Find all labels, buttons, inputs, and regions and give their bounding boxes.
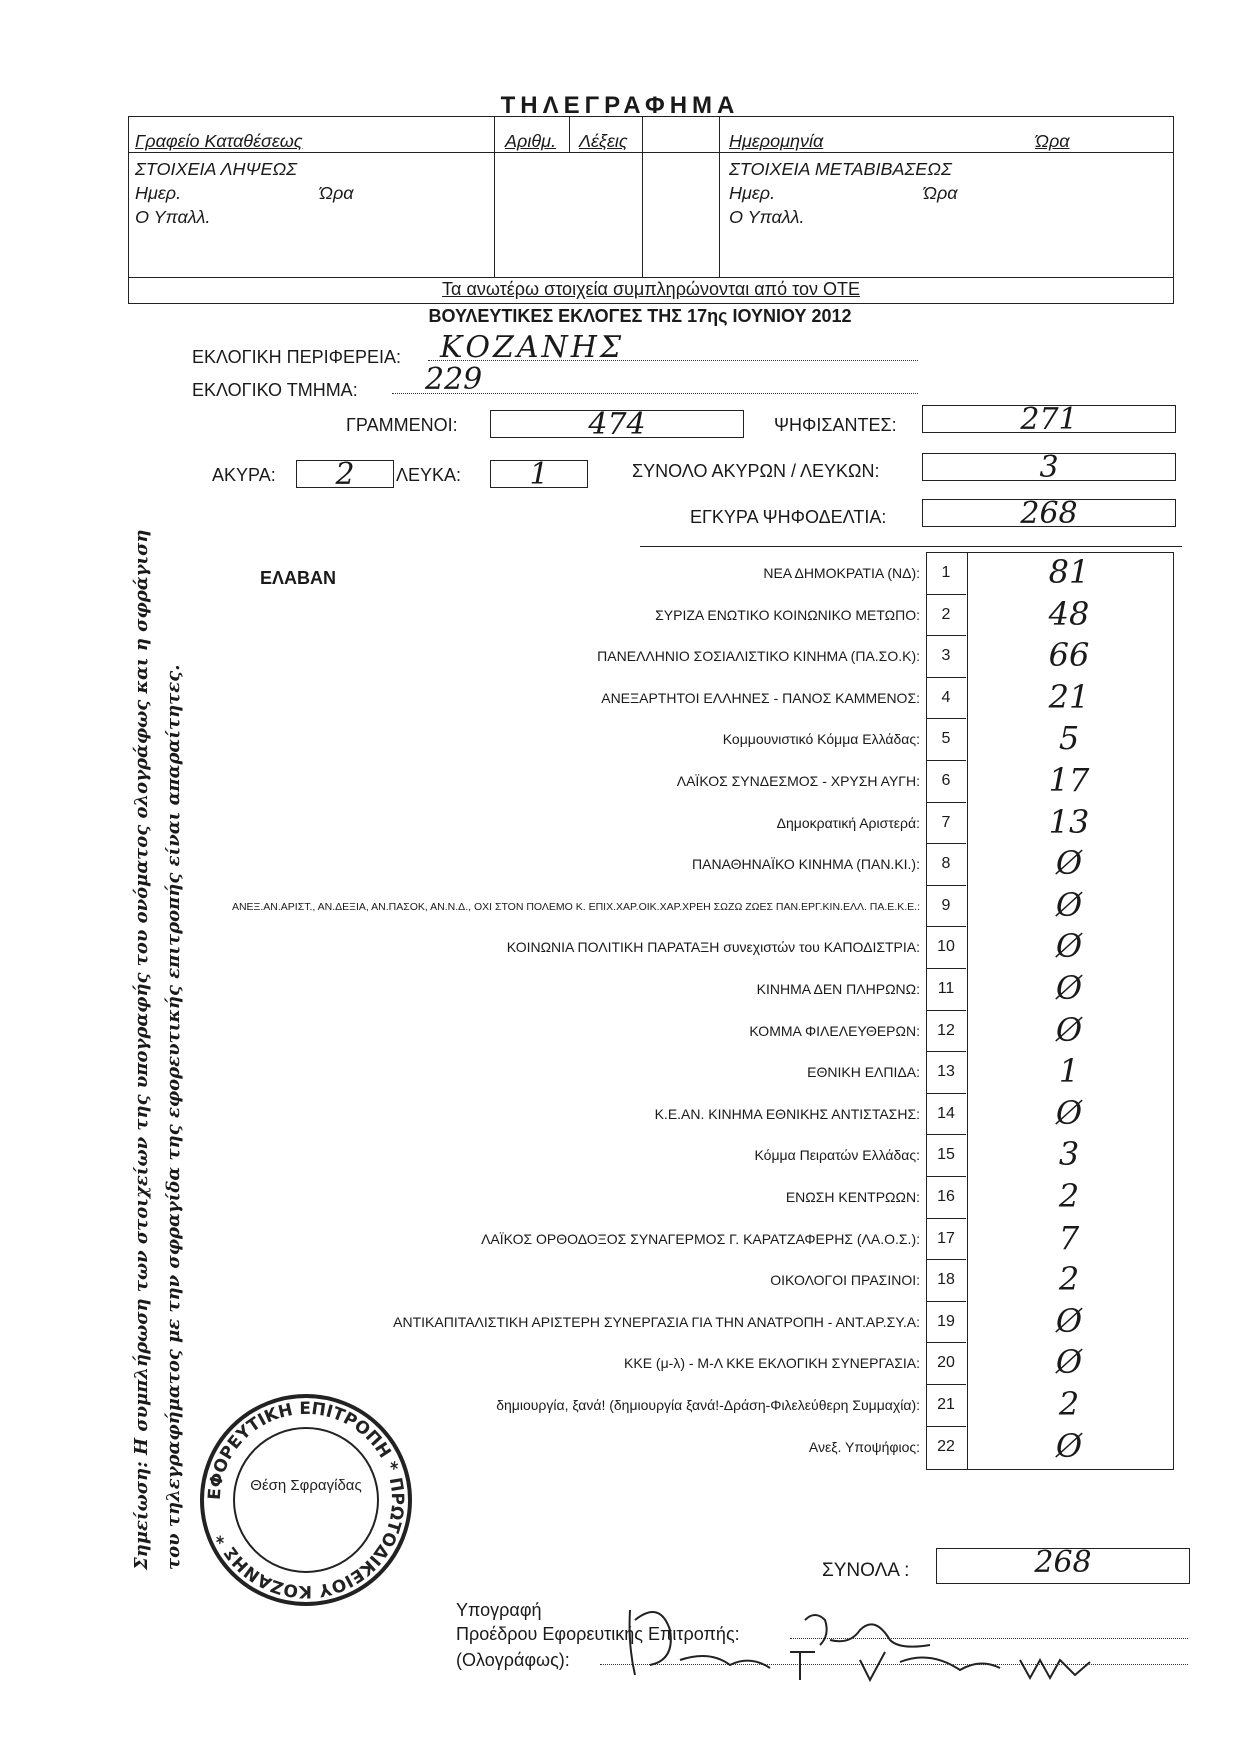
row-divider bbox=[926, 885, 966, 886]
valid-label: ΕΓΚΥΡΑ ΨΗΦΟΔΕΛΤΙΑ: bbox=[690, 507, 887, 527]
results-separator bbox=[640, 546, 1182, 547]
party-number: 17 bbox=[937, 1229, 955, 1247]
party-votes: 5 bbox=[1058, 719, 1080, 758]
party-number: 12 bbox=[937, 1021, 955, 1039]
invalid-blank-total-value: 3 bbox=[1039, 450, 1059, 485]
party-name: ΚΟΜΜΑ ΦΙΛΕΛΕΥΘΕΡΩΝ: bbox=[749, 1022, 920, 1039]
transmission-time-label: Ώρα bbox=[923, 183, 958, 203]
party-name: ΕΝΩΣΗ ΚΕΝΤΡΩΩΝ: bbox=[785, 1189, 920, 1205]
side-note bbox=[126, 529, 190, 1570]
valid-value: 268 bbox=[1020, 496, 1078, 531]
party-name: ΚΚΕ (μ-λ) - Μ-Λ ΚΚΕ ΕΚΛΟΓΙΚΗ ΣΥΝΕΡΓΑΣΙΑ: bbox=[624, 1355, 920, 1372]
row-divider bbox=[926, 760, 966, 761]
party-votes: Ø bbox=[1055, 1343, 1083, 1382]
number-label: Αριθμ. bbox=[505, 131, 556, 151]
party-votes: Ø bbox=[1055, 1426, 1083, 1465]
party-name: Κόμμα Πειρατών Ελλάδας: bbox=[754, 1147, 920, 1164]
results-heading: ΕΛΑΒΑΝ bbox=[260, 568, 337, 588]
party-name: ΠΑΝΑΘΗΝΑΪΚΟ ΚΙΝΗΜΑ (ΠΑΝ.ΚΙ.): bbox=[692, 856, 920, 873]
divider bbox=[569, 117, 570, 152]
registered-value: 474 bbox=[588, 407, 646, 442]
row-divider bbox=[926, 1051, 966, 1052]
election-title: ΒΟΥΛΕΥΤΙΚΕΣ ΕΚΛΟΓΕΣ ΤΗΣ 17ης ΙΟΥΝΙΟΥ 2012 bbox=[428, 306, 852, 326]
party-votes: 2 bbox=[1058, 1260, 1080, 1299]
document-title: ΤΗΛΕΓΡΑΦΗΜΑ bbox=[500, 92, 740, 119]
party-name: ΛΑΪΚΟΣ ΣΥΝΔΕΣΜΟΣ - ΧΡΥΣΗ ΑΥΓΗ: bbox=[676, 773, 920, 789]
signature-line3: (Ολογράφως): bbox=[456, 1650, 570, 1670]
party-votes: Ø bbox=[1055, 885, 1083, 924]
party-name: Ανεξ. Υποψήφιος: bbox=[808, 1438, 920, 1455]
receipt-title: ΣΤΟΙΧΕΙΑ ΛΗΨΕΩΣ bbox=[135, 159, 297, 179]
telegram-header-box bbox=[128, 116, 1174, 304]
totals-value: 268 bbox=[1034, 1545, 1092, 1580]
receipt-day-label: Ημερ. bbox=[135, 183, 182, 203]
invalid-blank-total-label: ΣΥΝΟΛΟ ΑΚΥΡΩΝ / ΛΕΥΚΩΝ: bbox=[632, 461, 880, 481]
row-divider bbox=[926, 718, 966, 719]
row-divider bbox=[926, 1426, 966, 1427]
party-name: ΚΙΝΗΜΑ ΔΕΝ ΠΛΗΡΩΝΩ: bbox=[756, 981, 920, 997]
party-votes: Ø bbox=[1055, 1093, 1083, 1132]
party-name: ΝΕΑ ΔΗΜΟΚΡΑΤΙΑ (ΝΔ): bbox=[763, 565, 920, 581]
party-votes: 48 bbox=[1048, 594, 1090, 633]
party-votes: 17 bbox=[1048, 761, 1090, 799]
transmission-title: ΣΤΟΙΧΕΙΑ ΜΕΤΑΒΙΒΑΣΕΩΣ bbox=[729, 159, 952, 179]
side-note-line1: Σημείωση: Η συμπλήρωση των στοιχείων της υπογραφής του ονόματος ολογράφως και η σφράγιση bbox=[131, 529, 152, 1570]
party-number: 18 bbox=[937, 1271, 955, 1289]
section-value: 229 bbox=[425, 362, 483, 397]
stamp-inner-ring bbox=[234, 1428, 378, 1572]
party-name: ΑΝΕΞΑΡΤΗΤΟΙ ΕΛΛΗΝΕΣ - ΠΑΝΟΣ ΚΑΜΜΕΝΟΣ: bbox=[601, 689, 920, 706]
party-number: 20 bbox=[937, 1354, 955, 1372]
row-divider bbox=[926, 594, 966, 595]
party-number: 22 bbox=[937, 1437, 955, 1455]
stamp-ring-text: ΕΦΟΡΕΥΤΙΚΗ ΕΠΙΤΡΟΠΗ * ΠΡΩΤΟΔΙΚΕΙΟΥ ΚΟΖΑΝΗΣ * bbox=[204, 1398, 408, 1602]
party-votes: 2 bbox=[1058, 1385, 1080, 1423]
words-label: Λέξεις bbox=[579, 131, 628, 151]
party-number: 10 bbox=[937, 938, 955, 956]
party-number: 19 bbox=[937, 1312, 955, 1330]
totals-field bbox=[936, 1545, 1190, 1584]
row-divider bbox=[926, 968, 966, 969]
blank-label: ΛΕΥΚΑ: bbox=[396, 465, 462, 485]
invalid-field bbox=[296, 457, 394, 492]
party-number: 13 bbox=[937, 1063, 955, 1081]
party-name: δημιουργία, ξανά! (δημιουργία ξανά!-Δράση-Φιλελεύθερη Συμμαχία): bbox=[496, 1397, 920, 1413]
party-name: Δημοκρατική Αριστερά: bbox=[776, 814, 920, 831]
party-votes: Ø bbox=[1055, 927, 1083, 966]
party-name: ΟΙΚΟΛΟΓΟΙ ΠΡΑΣΙΝΟΙ: bbox=[770, 1272, 920, 1289]
office-label: Γραφείο Καταθέσεως bbox=[135, 131, 303, 151]
row-divider bbox=[926, 1342, 966, 1343]
row-divider bbox=[926, 1134, 966, 1135]
party-name: Κομμουνιστικό Κόμμα Ελλάδας: bbox=[722, 731, 920, 748]
blank-value: 1 bbox=[529, 457, 549, 492]
receipt-employee-label: Ο Υπαλλ. bbox=[135, 207, 211, 227]
row-divider bbox=[926, 677, 966, 678]
signature-line1: Υπογραφή bbox=[456, 1600, 542, 1620]
receipt-time-label: Ώρα bbox=[319, 183, 354, 203]
row-divider bbox=[926, 635, 966, 636]
party-votes: Ø bbox=[1055, 1301, 1083, 1340]
registered-field bbox=[490, 407, 744, 442]
row-divider bbox=[926, 1384, 966, 1385]
party-name: ΣΥΡΙΖΑ ΕΝΩΤΙΚΟ ΚΟΙΝΩΝΙΚΟ ΜΕΤΩΠΟ: bbox=[655, 606, 920, 623]
party-number: 2 bbox=[941, 605, 951, 623]
party-number: 11 bbox=[937, 980, 955, 997]
row-divider bbox=[926, 1093, 966, 1094]
party-number: 4 bbox=[941, 688, 951, 706]
date-label: Ημερομηνία bbox=[729, 131, 824, 151]
row-divider bbox=[926, 1259, 966, 1260]
valid-field bbox=[922, 496, 1176, 531]
section-label: ΕΚΛΟΓΙΚΟ ΤΜΗΜΑ: bbox=[192, 380, 358, 400]
divider bbox=[494, 117, 495, 277]
ote-note: Τα ανωτέρω στοιχεία συμπληρώνονται από τον ΟΤΕ bbox=[442, 279, 860, 299]
party-number: 14 bbox=[937, 1104, 955, 1122]
party-votes: Ø bbox=[1055, 969, 1083, 1007]
voted-field bbox=[922, 402, 1176, 437]
party-votes: 66 bbox=[1048, 636, 1090, 675]
invalid-value: 2 bbox=[335, 457, 355, 492]
party-number: 8 bbox=[941, 855, 951, 873]
voted-label: ΨΗΦΙΣΑΝΤΕΣ: bbox=[774, 415, 897, 435]
party-votes: 3 bbox=[1058, 1135, 1080, 1174]
party-number: 7 bbox=[941, 813, 951, 831]
divider bbox=[642, 117, 643, 277]
party-number: 21 bbox=[937, 1396, 955, 1413]
party-name: ΚΟΙΝΩΝΙΑ ΠΟΛΙΤΙΚΗ ΠΑΡΑΤΑΞΗ συνεχιστών του ΚΑΠΟΔΙΣΤΡΙΑ: bbox=[506, 939, 920, 956]
party-name: ΠΑΝΕΛΛΗΝΙΟ ΣΟΣΙΑΛΙΣΤΙΚΟ ΚΙΝΗΜΑ (ΠΑ.ΣΟ.Κ): bbox=[597, 648, 920, 665]
party-number: 15 bbox=[937, 1146, 955, 1164]
party-number: 6 bbox=[941, 772, 951, 789]
row-divider bbox=[926, 1218, 966, 1219]
signature-line2: Προέδρου Εφορευτικής Επιτροπής: bbox=[456, 1624, 740, 1644]
party-votes: 1 bbox=[1058, 1052, 1080, 1091]
transmission-employee-label: Ο Υπαλλ. bbox=[729, 207, 805, 227]
party-votes: 7 bbox=[1058, 1218, 1080, 1257]
divider bbox=[129, 152, 1173, 153]
party-name: ΑΝΕΞ.ΑΝ.ΑΡΙΣΤ., ΑΝ.ΔΕΞΙΑ, ΑΝ.ΠΑΣΟΚ, ΑΝ.Ν.Δ., ΟΧΙ ΣΤΟΝ ΠΟΛΕΜΟ Κ. ΕΠΙΧ.ΧΑΡ.ΟΙΚ.ΧΑΡ.ΧΡΕΗ ΣΩΖΩ ΖΩΕΣ ΠΑΝ.ΕΡΓ.ΚΙΝ.ΕΛΛ. ΠΑ.Ε.Κ.Ε.: bbox=[231, 900, 920, 913]
registered-label: ΓΡΑΜΜΕΝΟΙ: bbox=[346, 415, 458, 435]
invalid-blank-total-field bbox=[922, 450, 1176, 485]
party-votes: Ø bbox=[1055, 1010, 1083, 1049]
blank-field bbox=[490, 457, 588, 492]
party-votes: Ø bbox=[1055, 844, 1083, 883]
row-divider bbox=[926, 1010, 966, 1011]
party-number: 16 bbox=[937, 1188, 955, 1205]
row-divider bbox=[926, 802, 966, 803]
invalid-label: ΑΚΥΡΑ: bbox=[212, 465, 276, 485]
row-divider bbox=[926, 1301, 966, 1302]
party-name: ΕΘΝΙΚΗ ΕΛΠΙΔΑ: bbox=[807, 1064, 920, 1081]
party-number: 9 bbox=[941, 896, 951, 914]
region-label: ΕΚΛΟΓΙΚΗ ΠΕΡΙΦΕΡΕΙΑ: bbox=[192, 347, 401, 367]
time-label: Ώρα bbox=[1035, 131, 1070, 151]
row-divider bbox=[926, 843, 966, 844]
party-votes: 2 bbox=[1058, 1177, 1080, 1215]
party-votes: 81 bbox=[1048, 553, 1090, 591]
party-number: 5 bbox=[941, 730, 951, 748]
side-note-line2: του τηλεγραφήματος με την σφραγίδα της εφορευτικής επιτροπής είναι απαραίτητες. bbox=[163, 664, 184, 1570]
voted-value: 271 bbox=[1020, 402, 1078, 437]
party-votes: 21 bbox=[1048, 677, 1090, 716]
row-divider bbox=[926, 1176, 966, 1177]
party-number: 1 bbox=[941, 564, 951, 581]
official-stamp bbox=[196, 1390, 416, 1610]
party-name: Κ.Ε.ΑΝ. ΚΙΝΗΜΑ ΕΘΝΙΚΗΣ ΑΝΤΙΣΤΑΣΗΣ: bbox=[654, 1105, 920, 1122]
party-name: ΑΝΤΙΚΑΠΙΤΑΛΙΣΤΙΚΗ ΑΡΙΣΤΕΡΗ ΣΥΝΕΡΓΑΣΙΑ ΓΙΑ ΤΗΝ ΑΝΑΤΡΟΠΗ - ΑΝΤ.ΑΡ.ΣΥ.Α: bbox=[393, 1313, 920, 1330]
divider bbox=[719, 117, 720, 277]
transmission-day-label: Ημερ. bbox=[729, 183, 776, 203]
handwritten-signature bbox=[600, 1590, 1120, 1690]
party-name: ΛΑΪΚΟΣ ΟΡΘΟΔΟΞΟΣ ΣΥΝΑΓΕΡΜΟΣ Γ. ΚΑΡΑΤΖΑΦΕΡΗΣ (ΛΑ.Ο.Σ.): bbox=[481, 1230, 920, 1247]
totals-label: ΣΥΝΟΛΑ : bbox=[822, 1560, 910, 1581]
party-number: 3 bbox=[941, 647, 951, 665]
party-votes: 13 bbox=[1048, 802, 1090, 841]
stamp-placeholder: Θέση Σφραγίδας bbox=[250, 1477, 362, 1494]
divider bbox=[129, 277, 1173, 278]
region-value: ΚΟΖΑΝΗΣ bbox=[440, 330, 625, 365]
row-divider bbox=[926, 926, 966, 927]
